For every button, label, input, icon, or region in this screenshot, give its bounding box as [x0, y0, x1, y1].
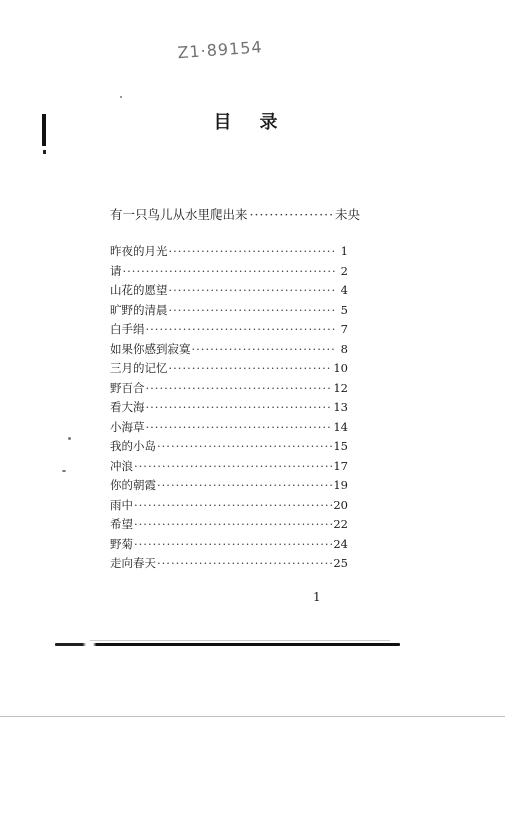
entry-page: 10 [333, 361, 348, 375]
toc-entry [110, 477, 348, 497]
toc-entry [110, 419, 348, 439]
leader-dots [169, 283, 336, 297]
entry-page: 22 [333, 517, 348, 531]
leader-dots [169, 244, 336, 258]
leader-dots [134, 537, 332, 551]
leader-dots [146, 400, 333, 414]
leader-dots [123, 264, 336, 278]
leader-dots [134, 459, 332, 473]
leader-dots [157, 556, 332, 570]
leader-dots [169, 303, 336, 317]
page-title: 目录 [213, 112, 306, 133]
toc-entry [110, 341, 348, 361]
leader-dots [192, 342, 336, 356]
entry-page: 15 [333, 439, 348, 453]
entry-title: 三月的记忆 [110, 361, 168, 375]
toc-entry [110, 243, 348, 263]
entry-page: 5 [340, 302, 348, 317]
toc-entry [110, 438, 348, 458]
entry-title: 看大海 [110, 400, 145, 414]
entry-title: 如果你感到寂寞 [110, 341, 191, 356]
toc-entry [110, 399, 348, 419]
leader-dots [134, 498, 332, 512]
entry-title: 白手绢 [110, 322, 145, 336]
toc-entry [110, 536, 348, 556]
entry-page: 13 [333, 400, 348, 414]
library-stamp: Z1·89154 [176, 37, 264, 63]
entry-title: 旷野的清晨 [110, 302, 168, 317]
page-edge [0, 716, 505, 717]
entry-page: 8 [340, 341, 348, 356]
toc-list [110, 243, 348, 575]
entry-title: 野菊 [110, 536, 133, 551]
toc-entry [110, 263, 348, 283]
scan-speck [68, 437, 71, 440]
leader-dots [134, 517, 332, 531]
bottom-rule-shadow [90, 640, 390, 641]
entry-page: 19 [333, 478, 348, 492]
leader-dots [146, 322, 336, 336]
toc-entry [110, 282, 348, 302]
entry-page: 14 [333, 419, 348, 434]
toc-entry [110, 321, 348, 341]
section-author: 未央 [334, 207, 360, 222]
entry-page: 20 [333, 497, 348, 512]
section-title: 有一只鸟儿从水里爬出来 [110, 207, 248, 222]
leader-dots [250, 207, 333, 222]
entry-page: 1 [340, 244, 348, 258]
toc-entry [110, 380, 348, 400]
entry-title: 走向春天 [110, 556, 156, 570]
toc-entry [110, 458, 348, 478]
toc-entry [110, 516, 348, 536]
entry-page: 4 [340, 283, 348, 297]
entry-page: 17 [333, 458, 348, 473]
entry-title: 冲浪 [110, 458, 133, 473]
page-number: 1 [313, 590, 321, 604]
entry-title: 我的小岛 [110, 439, 156, 453]
entry-title: 请 [110, 263, 122, 278]
leader-dots [146, 420, 333, 434]
entry-page: 12 [333, 380, 348, 395]
leader-dots [169, 361, 333, 375]
entry-title: 山花的愿望 [110, 283, 168, 297]
entry-title: 小海草 [110, 419, 145, 434]
section-heading [110, 205, 360, 223]
toc-entry [110, 555, 348, 575]
toc-entry [110, 497, 348, 517]
entry-title: 希望 [110, 517, 133, 531]
binding-mark-dot [43, 150, 46, 154]
entry-title: 昨夜的月光 [110, 244, 168, 258]
scan-speck [62, 470, 66, 472]
entry-page: 24 [333, 536, 348, 551]
entry-title: 你的朝霞 [110, 478, 156, 492]
leader-dots [146, 381, 333, 395]
scan-speck [120, 96, 122, 98]
bottom-rule [55, 643, 400, 646]
entry-page: 7 [340, 322, 348, 336]
toc-entry [110, 360, 348, 380]
entry-title: 雨中 [110, 497, 133, 512]
leader-dots [157, 439, 332, 453]
entry-title: 野百合 [110, 380, 145, 395]
toc-entry [110, 302, 348, 322]
entry-page: 25 [333, 556, 348, 570]
leader-dots [157, 478, 332, 492]
entry-page: 2 [340, 263, 348, 278]
